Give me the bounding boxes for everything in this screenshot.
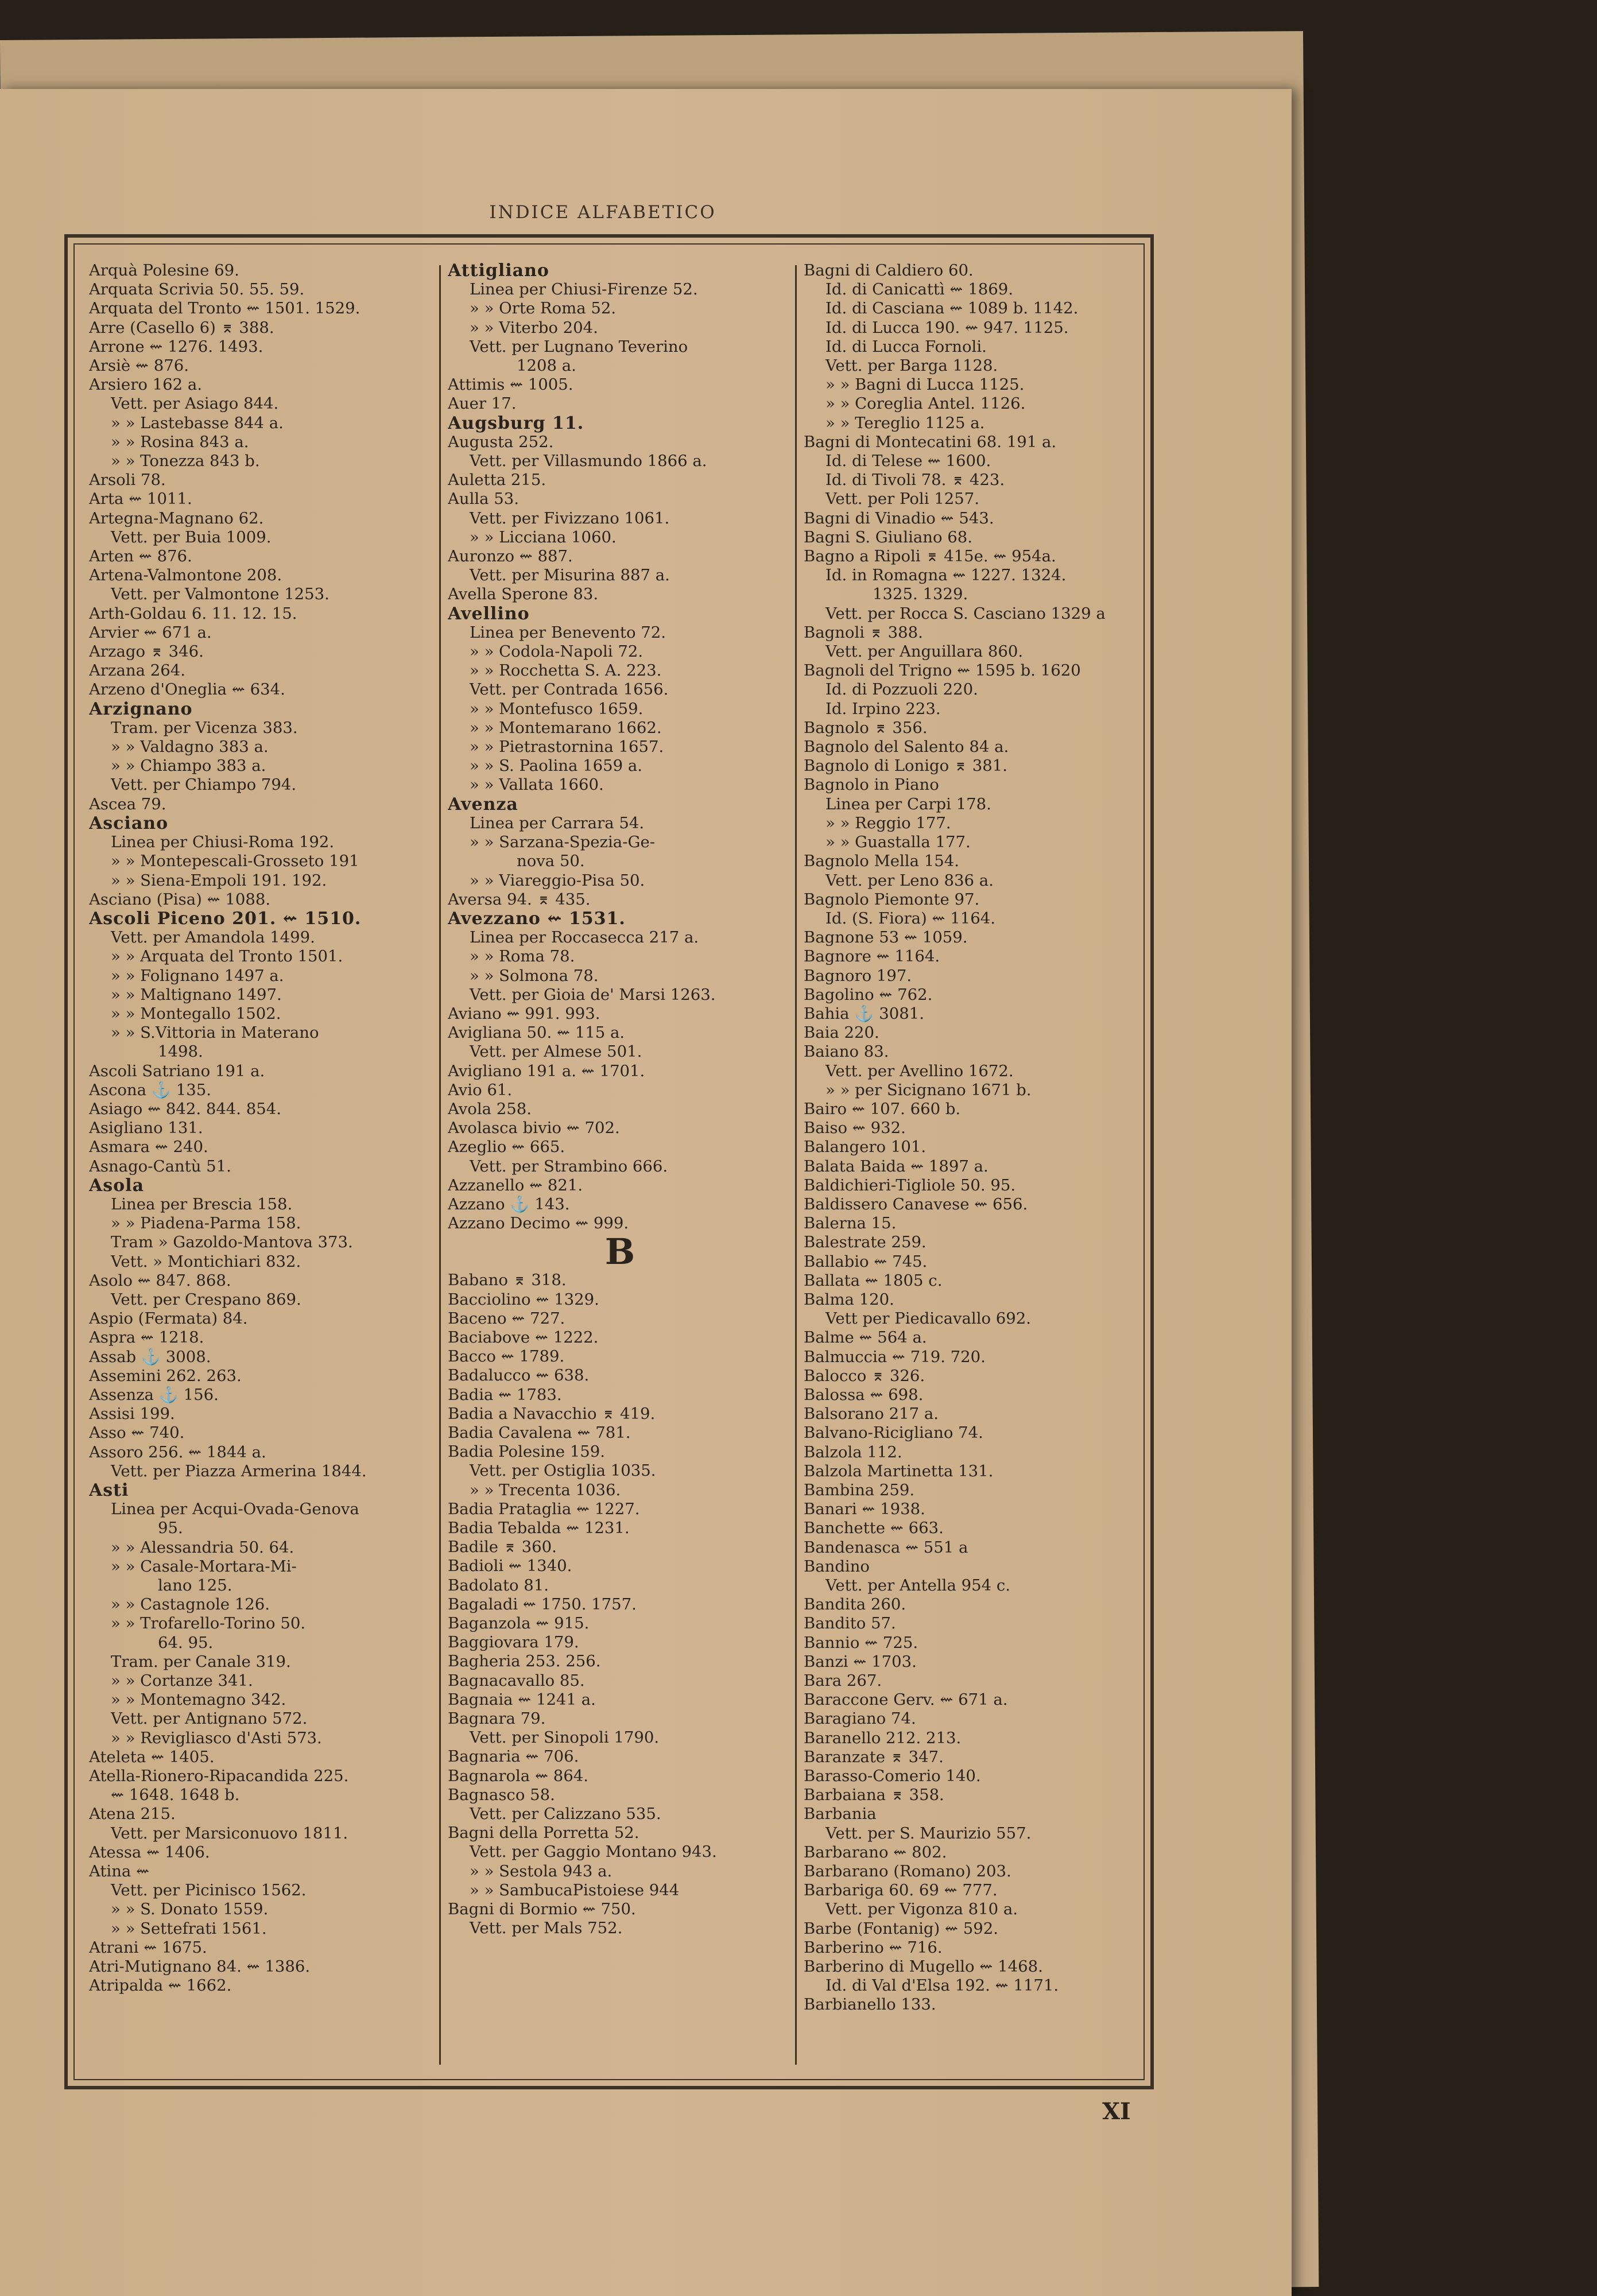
index-entry: Bagnara 79. <box>448 1709 546 1728</box>
index-entry: Badioli ⇜ 1340. <box>448 1557 572 1576</box>
index-entry: Arrone ⇜ 1276. 1493. <box>89 337 263 356</box>
index-entry: Baganzola ⇜ 915. <box>448 1614 590 1633</box>
index-entry: Atella-Rionero-Ripacandida 225. <box>89 1767 349 1786</box>
index-entry: Id. di Casciana ⇜ 1089 b. 1142. <box>825 299 1079 318</box>
index-entry: » » Sarzana-Spezia-Ge- <box>470 833 656 852</box>
index-entry: Arquata del Tronto ⇜ 1501. 1529. <box>89 299 361 318</box>
index-entry: Bagnone 53 ⇜ 1059. <box>804 928 968 947</box>
index-entry: Attimis ⇜ 1005. <box>448 375 573 394</box>
index-entry: » » Piadena-Parma 158. <box>111 1214 301 1233</box>
index-entry: Tram. per Vicenza 383. <box>111 718 298 737</box>
index-entry: Attigliano <box>448 261 549 281</box>
index-entry: Vett. per Almese 501. <box>470 1042 642 1061</box>
index-entry: Linea per Roccasecca 217 a. <box>470 928 699 947</box>
index-entry: Asciano <box>89 813 169 833</box>
index-entry: Vett. per Anguillara 860. <box>825 642 1024 661</box>
index-column-1 <box>89 261 433 1995</box>
index-entry: Avenza <box>448 794 518 814</box>
index-entry: » » Arquata del Tronto 1501. <box>111 947 343 966</box>
index-entry: Atri-Mutignano 84. ⇜ 1386. <box>89 1957 311 1976</box>
index-entry: Auletta 215. <box>448 471 546 490</box>
index-entry: » » per Sicignano 1671 b. <box>825 1080 1032 1099</box>
index-entry: Vett. per Piazza Armerina 1844. <box>111 1461 367 1480</box>
index-entry: Bagnore ⇜ 1164. <box>804 947 940 966</box>
index-entry: Baranzate ⌆ 347. <box>804 1747 944 1766</box>
index-column-3 <box>804 261 1142 2015</box>
index-entry: Banari ⇜ 1938. <box>804 1500 925 1519</box>
index-entry: Baggiovara 179. <box>448 1633 579 1652</box>
index-entry: Vett. per Amandola 1499. <box>111 928 315 947</box>
index-column-2 <box>448 261 792 1938</box>
index-entry: Ballata ⇜ 1805 c. <box>804 1271 943 1290</box>
index-entry: Vett. per Calizzano 535. <box>470 1805 661 1824</box>
index-entry: » » Roma 78. <box>470 947 575 966</box>
index-entry: Bagheria 253. 256. <box>448 1652 601 1671</box>
index-entry: » » Viareggio-Pisa 50. <box>470 871 645 890</box>
index-entry: Vett. per Villasmundo 1866 a. <box>470 452 707 471</box>
index-entry: Vett. » Montichiari 832. <box>111 1252 301 1271</box>
index-entry: » » Cortanze 341. <box>111 1671 253 1690</box>
index-entry: » » Castagnole 126. <box>111 1595 270 1614</box>
index-entry: » » Viterbo 204. <box>470 318 598 337</box>
index-entry: Bagnaia ⇜ 1241 a. <box>448 1690 596 1709</box>
index-entry: » » Valdagno 383 a. <box>111 738 269 757</box>
index-entry: » » Solmona 78. <box>470 966 599 985</box>
index-entry: Arzana 264. <box>89 661 185 680</box>
index-entry: » » Licciana 1060. <box>470 528 617 546</box>
index-entry: » » Reggio 177. <box>825 813 951 832</box>
index-entry: Bagnolo ⌆ 356. <box>804 718 928 737</box>
index-entry: Balestrate 259. <box>804 1233 927 1252</box>
index-entry: Bagaladi ⇜ 1750. 1757. <box>448 1595 637 1614</box>
index-entry: » » Casale-Mortara-Mi- <box>111 1557 297 1576</box>
index-entry: Vett. per Asiago 844. <box>111 394 279 413</box>
index-entry: Assoro 256. ⇜ 1844 a. <box>89 1442 266 1461</box>
index-entry: Id. in Romagna ⇜ 1227. 1324. <box>825 566 1067 585</box>
index-entry: Bagnoli ⌆ 388. <box>804 623 923 642</box>
index-entry: Linea per Chiusi-Roma 192. <box>111 833 335 852</box>
index-entry: Asiago ⇜ 842. 844. 854. <box>89 1099 282 1118</box>
index-entry: » » Coreglia Antel. 1126. <box>825 394 1026 413</box>
index-entry: Balocco ⌆ 326. <box>804 1366 925 1385</box>
index-entry: Linea per Acqui-Ovada-Genova <box>111 1500 359 1519</box>
index-entry: Arten ⇜ 876. <box>89 547 192 566</box>
index-entry: Baia 220. <box>804 1023 879 1042</box>
index-entry: Atripalda ⇜ 1662. <box>89 1976 232 1995</box>
index-entry: Vett. per Buia 1009. <box>111 528 272 546</box>
index-entry: Id. di Lucca 190. ⇜ 947. 1125. <box>825 318 1069 337</box>
index-entry: Id. di Tivoli 78. ⌆ 423. <box>825 471 1005 490</box>
index-entry: Arzeno d'Oneglia ⇜ 634. <box>89 680 285 699</box>
index-entry: Bandito 57. <box>804 1614 896 1633</box>
index-entry: Barasso-Comerio 140. <box>804 1767 981 1786</box>
index-entry: Balangero 101. <box>804 1138 927 1157</box>
index-entry: Bannio ⇜ 725. <box>804 1633 918 1652</box>
index-entry: Barbe (Fontanig) ⇜ 592. <box>804 1919 998 1938</box>
index-entry: Bagnarola ⇜ 864. <box>448 1766 588 1785</box>
index-entry: Baiano 83. <box>804 1042 889 1061</box>
index-entry: Bagnolo di Lonigo ⌆ 381. <box>804 757 1007 775</box>
index-entry: Azzano Decimo ⇜ 999. <box>448 1214 629 1233</box>
index-entry: Arquata Scrivia 50. 55. 59. <box>89 280 305 299</box>
index-entry: Balata Baida ⇜ 1897 a. <box>804 1157 989 1176</box>
index-entry: Ascoli Satriano 191 a. <box>89 1061 265 1080</box>
index-entry: ⇜ 1648. 1648 b. <box>111 1786 240 1805</box>
index-entry: Balzola 112. <box>804 1442 902 1461</box>
index-entry: » » S.Vittoria in Materano <box>111 1023 319 1042</box>
index-entry: Avellino <box>448 604 530 623</box>
index-entry: Vett. per Ostiglia 1035. <box>470 1461 656 1480</box>
index-entry: Ballabio ⇜ 745. <box>804 1252 928 1271</box>
index-entry: » » Montepescali-Grosseto 191 <box>111 852 359 871</box>
index-entry: Atrani ⇜ 1675. <box>89 1938 207 1957</box>
index-entry: Tram » Gazoldo-Mantova 373. <box>111 1233 353 1252</box>
index-entry: Assisi 199. <box>89 1405 175 1424</box>
index-entry: Bagni della Porretta 52. <box>448 1824 639 1843</box>
index-entry: Baragiano 74. <box>804 1709 916 1728</box>
index-entry: Atina ⇜ <box>89 1862 150 1881</box>
index-entry: Auronzo ⇜ 887. <box>448 547 573 566</box>
index-entry: » » Chiampo 383 a. <box>111 757 266 775</box>
index-entry: Avella Sperone 83. <box>448 585 599 604</box>
index-entry: Avezzano ⇜ 1531. <box>448 909 626 929</box>
index-entry: 1208 a. <box>517 356 576 375</box>
index-entry: Barbaiana ⌆ 358. <box>804 1786 944 1805</box>
index-entry: Bairo ⇜ 107. 660 b. <box>804 1099 961 1118</box>
index-entry: Avigliano 191 a. ⇜ 1701. <box>448 1061 645 1080</box>
index-entry: Id. di Val d'Elsa 192. ⇜ 1171. <box>825 1976 1059 1995</box>
index-entry: Badia Prataglia ⇜ 1227. <box>448 1499 640 1518</box>
index-entry: Balmuccia ⇜ 719. 720. <box>804 1347 986 1366</box>
index-entry: Asciano (Pisa) ⇜ 1088. <box>89 890 271 909</box>
index-entry: Vett. per Picinisco 1562. <box>111 1881 307 1900</box>
index-entry: Bandino <box>804 1557 870 1576</box>
index-entry: Vett. per Marsiconuovo 1811. <box>111 1824 348 1843</box>
index-entry: Asso ⇜ 740. <box>89 1424 185 1442</box>
index-entry: Bagnolo in Piano <box>804 775 939 794</box>
index-entry: » » Vallata 1660. <box>470 775 604 794</box>
index-entry: Balma 120. <box>804 1290 894 1309</box>
index-entry: Azzano ⚓ 143. <box>448 1194 570 1213</box>
index-entry: Barbarano ⇜ 802. <box>804 1843 947 1861</box>
index-entry: Vett. per Antella 954 c. <box>825 1576 1010 1595</box>
index-entry: Atessa ⇜ 1406. <box>89 1843 210 1861</box>
index-entry: Bagnaria ⇜ 706. <box>448 1747 579 1766</box>
index-entry: » » Trofarello-Torino 50. <box>111 1614 306 1633</box>
index-entry: Vett. per S. Maurizio 557. <box>825 1824 1032 1843</box>
index-entry: Aspio (Fermata) 84. <box>89 1309 248 1328</box>
index-entry: Bagnolo Mella 154. <box>804 852 959 871</box>
index-entry: Baiso ⇜ 932. <box>804 1119 906 1138</box>
index-entry: » » S. Paolina 1659 a. <box>470 757 642 775</box>
index-entry: Badia a Navacchio ⌆ 419. <box>448 1404 656 1423</box>
index-entry: Barbariga 60. 69 ⇜ 777. <box>804 1881 998 1900</box>
index-entry: Ascea 79. <box>89 794 166 813</box>
index-entry: » » Trecenta 1036. <box>470 1480 621 1499</box>
index-entry: » » S. Donato 1559. <box>111 1900 269 1919</box>
index-entry: Asti <box>89 1481 129 1500</box>
index-entry: Bagni di Bormio ⇜ 750. <box>448 1900 636 1919</box>
index-entry: Bagolino ⇜ 762. <box>804 985 933 1004</box>
index-entry: Vett. per Poli 1257. <box>825 490 979 509</box>
index-entry: Id. di Pozzuoli 220. <box>825 680 978 699</box>
index-entry: Balvano-Ricigliano 74. <box>804 1424 983 1442</box>
index-entry: Vett. per Rocca S. Casciano 1329 a <box>825 604 1106 623</box>
index-entry: Asnago-Cantù 51. <box>89 1157 231 1176</box>
index-entry: » » Tonezza 843 b. <box>111 452 260 471</box>
index-entry: Bacco ⇜ 1789. <box>448 1347 565 1366</box>
index-entry: Asigliano 131. <box>89 1119 203 1138</box>
index-entry: Vett. per Vigonza 810 a. <box>825 1900 1018 1919</box>
index-entry: Assab ⚓ 3008. <box>89 1347 211 1366</box>
index-entry: Banzi ⇜ 1703. <box>804 1652 917 1671</box>
index-entry: » » Montefusco 1659. <box>470 699 644 718</box>
index-entry: Id. (S. Fiora) ⇜ 1164. <box>825 909 995 928</box>
index-entry: Bambina 259. <box>804 1481 915 1499</box>
index-entry: Bandita 260. <box>804 1595 906 1614</box>
index-entry: Bagno a Ripoli ⌆ 415e. ⇜ 954a. <box>804 547 1056 566</box>
index-entry: Id. di Lucca Fornoli. <box>825 337 987 356</box>
index-entry: Linea per Chiusi-Firenze 52. <box>470 280 698 299</box>
index-entry: Bagnacavallo 85. <box>448 1671 585 1690</box>
index-entry: Badile ⌆ 360. <box>448 1538 557 1557</box>
index-entry: Linea per Brescia 158. <box>111 1194 293 1213</box>
index-entry: Avola 258. <box>448 1099 532 1118</box>
index-entry: Vett. per Gioia de' Marsi 1263. <box>470 985 716 1004</box>
index-entry: Baciabove ⇜ 1222. <box>448 1328 599 1347</box>
index-entry: Avigliana 50. ⇜ 115 a. <box>448 1023 625 1042</box>
index-entry: Badia Cavalena ⇜ 781. <box>448 1423 631 1442</box>
index-entry: Arquà Polesine 69. <box>89 261 239 280</box>
index-entry: Bagnasco 58. <box>448 1785 555 1804</box>
index-entry: Vett. per Gaggio Montano 943. <box>470 1843 717 1861</box>
index-entry: Badolato 81. <box>448 1576 549 1595</box>
index-entry: Vett. per Misurina 887 a. <box>470 566 670 585</box>
index-entry: » » Montemagno 342. <box>111 1690 286 1709</box>
index-entry: Barberino di Mugello ⇜ 1468. <box>804 1957 1043 1976</box>
index-entry: Aulla 53. <box>448 490 520 509</box>
index-entry: Arsoli 78. <box>89 471 166 490</box>
page-number: XI <box>1102 2098 1131 2125</box>
index-entry: Arzignano <box>89 699 193 719</box>
index-entry: Vett. per Valmontone 1253. <box>111 585 330 604</box>
index-entry: nova 50. <box>517 852 585 871</box>
index-entry: Vett. per Crespano 869. <box>111 1290 301 1309</box>
index-entry: » » Rocchetta S. A. 223. <box>470 661 662 680</box>
index-entry: Baranello 212. 213. <box>804 1728 962 1747</box>
index-entry: » » Montegallo 1502. <box>111 1004 281 1023</box>
index-entry: Avio 61. <box>448 1080 513 1099</box>
index-entry: Ascona ⚓ 135. <box>89 1080 211 1099</box>
index-entry: Bara 267. <box>804 1671 882 1690</box>
index-entry: Balerna 15. <box>804 1214 897 1233</box>
index-entry: Badia Tebalda ⇜ 1231. <box>448 1519 630 1537</box>
index-entry: Augsburg 11. <box>448 413 584 433</box>
index-entry: Vett per Piedicavallo 692. <box>825 1309 1032 1328</box>
index-entry: Bagnoli del Trigno ⇜ 1595 b. 1620 <box>804 661 1081 680</box>
index-entry: Linea per Carpi 178. <box>825 794 991 813</box>
index-entry: Barbania <box>804 1805 877 1824</box>
index-entry: » » Revigliasco d'Asti 573. <box>111 1728 322 1747</box>
index-entry: Avolasca bivio ⇜ 702. <box>448 1119 620 1138</box>
index-entry: Arsiè ⇜ 876. <box>89 356 189 375</box>
index-entry: Badalucco ⇜ 638. <box>448 1366 590 1385</box>
index-entry: Augusta 252. <box>448 432 554 451</box>
index-entry: Arta ⇜ 1011. <box>89 490 192 509</box>
index-entry: Artena-Valmontone 208. <box>89 566 282 585</box>
index-entry: 1498. <box>158 1042 203 1061</box>
index-entry: » » Maltignano 1497. <box>111 985 282 1004</box>
index-entry: B <box>604 1233 635 1271</box>
index-entry: Aversa 94. ⌆ 435. <box>448 890 591 909</box>
index-entry: 95. <box>158 1519 183 1538</box>
index-entry: Linea per Benevento 72. <box>470 623 666 642</box>
index-entry: Vett. per Lugnano Teverino <box>470 337 688 356</box>
index-entry: Vett. per Leno 836 a. <box>825 871 994 890</box>
index-entry: Artegna-Magnano 62. <box>89 509 264 528</box>
index-entry: Vett. per Barga 1128. <box>825 356 998 375</box>
index-entry: Id. di Telese ⇜ 1600. <box>825 452 991 471</box>
index-entry: » » Folignano 1497 a. <box>111 966 284 985</box>
index-entry: » » Montemarano 1662. <box>470 718 662 737</box>
index-entry: Bahia ⚓ 3081. <box>804 1004 924 1023</box>
index-entry: Bagni S. Giuliano 68. <box>804 528 973 546</box>
index-entry: Bagnoro 197. <box>804 966 912 985</box>
index-entry: 1325. 1329. <box>873 585 968 604</box>
index-entry: Bagni di Vinadio ⇜ 543. <box>804 509 994 528</box>
column-rule-2 <box>795 265 797 2065</box>
index-entry: Arsiero 162 a. <box>89 375 202 394</box>
index-entry: Barbianello 133. <box>804 1995 936 2014</box>
index-entry: Tram. per Canale 319. <box>111 1652 291 1671</box>
index-entry: Banchette ⇜ 663. <box>804 1519 944 1538</box>
index-entry: Auer 17. <box>448 394 517 413</box>
index-entry: » » Bagni di Lucca 1125. <box>825 375 1025 394</box>
index-entry: » » Orte Roma 52. <box>470 299 617 318</box>
index-entry: Bagnolo del Salento 84 a. <box>804 738 1009 757</box>
index-entry: Badia ⇜ 1783. <box>448 1385 562 1404</box>
index-entry: Balme ⇜ 564 a. <box>804 1328 927 1347</box>
index-entry: Ateleta ⇜ 1405. <box>89 1747 215 1766</box>
index-entry: Baldissero Canavese ⇜ 656. <box>804 1194 1028 1213</box>
index-entry: Azeglio ⇜ 665. <box>448 1138 565 1157</box>
index-entry: Baceno ⇜ 727. <box>448 1309 565 1328</box>
index-entry: Aspra ⇜ 1218. <box>89 1328 204 1347</box>
index-entry: Asola <box>89 1176 145 1195</box>
index-entry: Vett. per Strambino 666. <box>470 1157 668 1176</box>
index-entry: Vett. per Chiampo 794. <box>111 775 297 794</box>
index-entry: Id. Irpino 223. <box>825 699 941 718</box>
index-entry: Baldichieri-Tigliole 50. 95. <box>804 1176 1016 1194</box>
index-entry: 64. 95. <box>158 1633 214 1652</box>
index-entry: Barbarano (Romano) 203. <box>804 1862 1011 1881</box>
index-entry: Vett. per Contrada 1656. <box>470 680 669 699</box>
index-entry: Baraccone Gerv. ⇜ 671 a. <box>804 1690 1008 1709</box>
index-entry: Arth-Goldau 6. 11. 12. 15. <box>89 604 297 623</box>
index-entry: Vett. per Mals 752. <box>470 1919 623 1938</box>
index-entry: Balzola Martinetta 131. <box>804 1461 994 1480</box>
index-entry: Id. di Canicattì ⇜ 1869. <box>825 280 1013 299</box>
index-entry: Atena 215. <box>89 1805 176 1824</box>
index-entry: Arzago ⌆ 346. <box>89 642 204 661</box>
index-entry: Vett. per Antignano 572. <box>111 1709 308 1728</box>
index-entry: Vett. per Sinopoli 1790. <box>470 1728 660 1747</box>
index-entry: » » Sestola 943 a. <box>470 1861 613 1880</box>
index-entry: Bagni di Montecatini 68. 191 a. <box>804 432 1057 451</box>
index-entry: Arre (Casello 6) ⌆ 388. <box>89 318 274 337</box>
index-entry: Asolo ⇜ 847. 868. <box>89 1271 231 1290</box>
index-entry: Asmara ⇜ 240. <box>89 1138 208 1157</box>
index-entry: Aviano ⇜ 991. 993. <box>448 1004 600 1023</box>
index-entry: Ascoli Piceno 201. ⇜ 1510. <box>89 909 362 929</box>
page-header: INDICE ALFABETICO <box>489 202 716 223</box>
index-entry: » » Pietrastornina 1657. <box>470 738 664 757</box>
index-entry: Bandenasca ⇜ 551 a <box>804 1538 968 1557</box>
index-entry: Balsorano 217 a. <box>804 1405 939 1424</box>
index-entry: » » Tereglio 1125 a. <box>825 413 985 432</box>
index-entry: Assenza ⚓ 156. <box>89 1385 219 1404</box>
index-entry: Babano ⌆ 318. <box>448 1271 567 1290</box>
index-entry: » » Siena-Empoli 191. 192. <box>111 871 327 890</box>
index-entry: lano 125. <box>158 1576 232 1595</box>
column-rule-1 <box>439 265 441 2065</box>
index-entry: Badia Polesine 159. <box>448 1442 606 1461</box>
index-entry: Linea per Carrara 54. <box>470 813 645 832</box>
index-entry: » » Rosina 843 a. <box>111 432 249 451</box>
index-entry: » » SambucaPistoiese 944 <box>470 1880 680 1899</box>
index-entry: Bagnolo Piemonte 97. <box>804 890 980 909</box>
index-entry: Assemini 262. 263. <box>89 1366 242 1385</box>
index-entry: Azzanello ⇜ 821. <box>448 1176 583 1194</box>
index-entry: » » Alessandria 50. 64. <box>111 1538 294 1557</box>
index-entry: Vett. per Avellino 1672. <box>825 1061 1014 1080</box>
index-entry: » » Lastebasse 844 a. <box>111 413 284 432</box>
index-entry: » » Guastalla 177. <box>825 833 971 852</box>
index-entry: » » Codola-Napoli 72. <box>470 642 644 661</box>
index-entry: Vett. per Fivizzano 1061. <box>470 509 670 528</box>
index-entry: Balossa ⇜ 698. <box>804 1385 924 1404</box>
index-entry: » » Settefrati 1561. <box>111 1919 267 1938</box>
index-entry: Barberino ⇜ 716. <box>804 1938 943 1957</box>
index-entry: Bacciolino ⇜ 1329. <box>448 1290 599 1309</box>
index-entry: Bagni di Caldiero 60. <box>804 261 974 280</box>
index-entry: Arvier ⇜ 671 a. <box>89 623 212 642</box>
